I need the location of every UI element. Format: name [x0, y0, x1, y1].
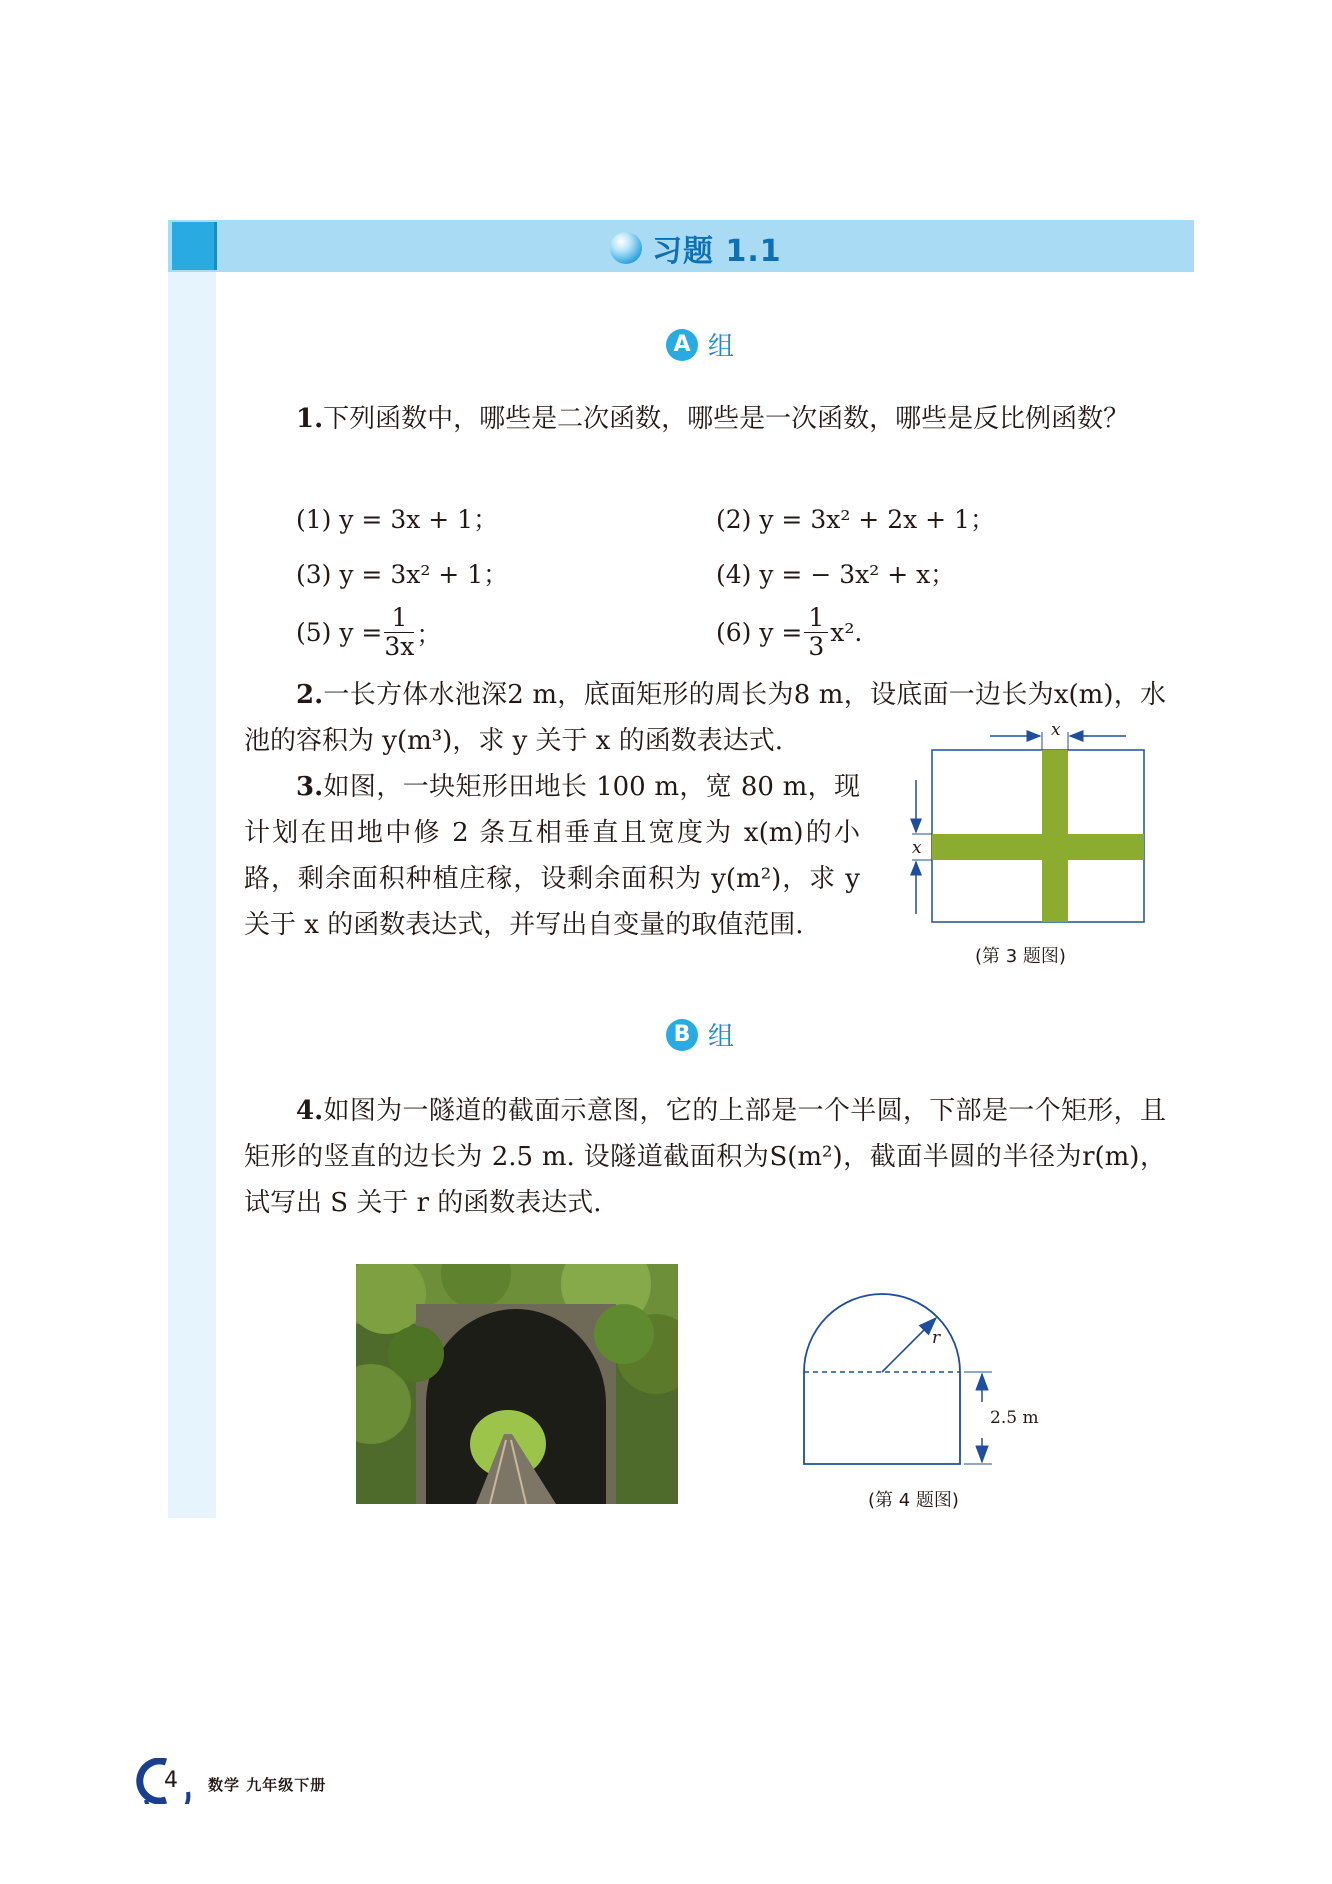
horizontal-path: [932, 834, 1144, 860]
question-1-text: 下列函数中，哪些是二次函数，哪些是一次函数，哪些是反比例函数？: [323, 404, 1130, 434]
tunnel-photo: [356, 1264, 678, 1504]
q1-item-5-denominator: 3x: [384, 632, 415, 661]
q1-item-6-fraction: [804, 604, 828, 661]
question-4-text: 如图为一隧道的截面示意图，它的上部是一个半圆，下部是一个矩形，且矩形的竖直的边长为 2.5 m. 设隧道截面积为S(m²)，截面半圆的半径为r(m)，试写出 S 关于 r 的函数表达式.: [244, 1096, 1166, 1218]
figure-4-label-r: r: [932, 1328, 941, 1348]
q1-item-5-suffix: ；: [416, 619, 442, 649]
question-4-number: 4.: [296, 1096, 324, 1126]
figure-4-tunnel-diagram: [796, 1290, 1056, 1476]
question-1: [244, 396, 1166, 442]
footer-book-title: 数学 九年级下册: [208, 1776, 327, 1794]
q1-item-2: (2) y = 3x² + 2x + 1；: [716, 505, 995, 534]
question-2-number: 2.: [296, 680, 324, 710]
tunnel-outline: [804, 1294, 960, 1464]
exercise-title: [610, 226, 782, 270]
globe-icon: [610, 232, 642, 264]
q1-item-6-numerator: 1: [804, 604, 828, 633]
q1-item-6: [716, 604, 862, 661]
q1-item-6-denominator: 3: [808, 632, 825, 661]
group-a-label: 组: [708, 332, 735, 362]
q1-item-5-prefix: (5) y =: [296, 618, 383, 647]
figure-3-label-x-left: x: [912, 838, 922, 858]
q1-item-5-numerator: 1: [384, 604, 414, 633]
q1-item-3: (3) y = 3x² + 1；: [296, 560, 509, 589]
figure-4-caption: (第 4 题图): [868, 1490, 959, 1511]
group-a-heading: [666, 326, 734, 363]
figure-4-label-height: 2.5 m: [990, 1408, 1039, 1428]
header-tab: [172, 222, 217, 270]
group-b-heading: [666, 1016, 734, 1053]
figure-3-label-x-top: x: [1051, 720, 1061, 740]
question-4: [244, 1088, 1166, 1226]
q1-item-6-suffix: x².: [830, 618, 863, 647]
group-a-letter: A: [666, 329, 698, 361]
exercise-title-text: 习题 1.1: [652, 234, 782, 269]
q1-item-6-prefix: (6) y =: [716, 618, 803, 647]
page-number: 4: [164, 1768, 178, 1793]
question-1-number: 1.: [296, 404, 324, 434]
figure-3-field-diagram: [890, 714, 1160, 938]
figure-3-caption: (第 3 题图): [975, 946, 1066, 967]
q1-item-5: [296, 604, 441, 661]
group-b-label: 组: [708, 1022, 735, 1052]
side-strip: [168, 270, 216, 1518]
group-b-letter: B: [666, 1019, 698, 1051]
q1-item-1: (1) y = 3x + 1；: [296, 505, 499, 534]
question-3: [244, 764, 860, 948]
question-3-text: 如图，一块矩形田地长 100 m，宽 80 m，现计划在田地中修 2 条互相垂直且宽度为 x(m)的小路，剩余面积种植庄稼，设剩余面积为 y(m²)，求 y 关于 x 的函数表达式，并写出自变量的取值范围.: [244, 772, 860, 940]
q1-item-5-fraction: [384, 604, 414, 661]
question-2-text: 一长方体水池深2 m，底面矩形的周长为8 m，设底面一边长为x(m)，水池的容积为 y(m³)，求 y 关于 x 的函数表达式.: [244, 680, 1166, 756]
question-3-number: 3.: [296, 772, 324, 802]
page-number-emblem: [126, 1758, 196, 1804]
q1-item-4: (4) y = − 3x² + x；: [716, 560, 956, 589]
